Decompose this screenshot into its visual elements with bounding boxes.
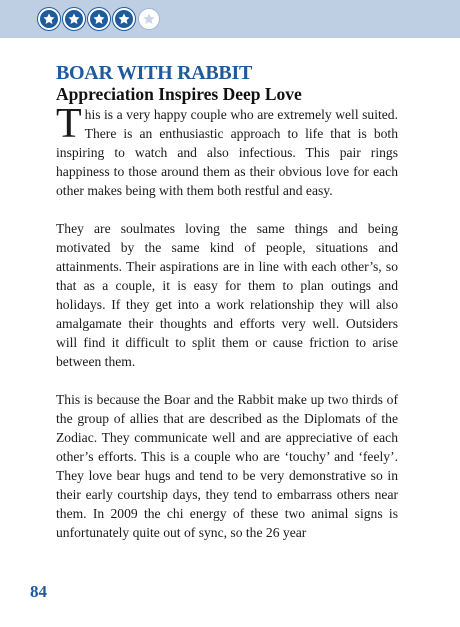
- drop-cap: T: [56, 101, 82, 147]
- paragraph-3: This is because the Boar and the Rabbit make up two thirds of the group of allies that are described as the Diplomats of the Zodiac. They communicate well and are appreciative of each other’s efforts. This is a couple who are ‘touchy’ and ‘feely’. They love bear hugs and tend to be very demonstrative so in their early courtship days, they tend to embarrass others near them. In 2009 the chi energy of these two animal signs is unfortunately quite out of sync, so the 26 year: [56, 392, 398, 540]
- paragraph-1: [56, 101, 398, 200]
- paragraph-1-text: his is a very happy couple who are extremely well suited. There is an enthusiastic approach to life that is both inspiring to watch and also infectious. This pair rings happiness to those around them as their obvious love for each other makes being with them both restful and easy.: [56, 107, 398, 198]
- star-rating: [38, 8, 160, 30]
- header-band: [0, 0, 460, 38]
- page-number: 84: [30, 582, 47, 601]
- paragraph-2: They are soulmates loving the same things and being motivated by the same kind of people, situations and attainments. Their aspirations are in line with each other’s, so that as a couple, it is easy for them to plan outings and holidays. If they get into a work relationship they will also amalgamate their thoughts and efforts very well. Outsiders will find it difficult to split them or cause friction to arise between them.: [56, 221, 398, 369]
- star-filled-icon: [38, 8, 60, 30]
- star-filled-icon: [63, 8, 85, 30]
- star-filled-icon: [88, 8, 110, 30]
- page-subtitle: Appreciation Inspires Deep Love: [56, 84, 302, 104]
- star-filled-icon: [113, 8, 135, 30]
- star-empty-icon: [138, 8, 160, 30]
- page-title: BOAR WITH RABBIT: [56, 62, 252, 84]
- page-content: [56, 62, 398, 561]
